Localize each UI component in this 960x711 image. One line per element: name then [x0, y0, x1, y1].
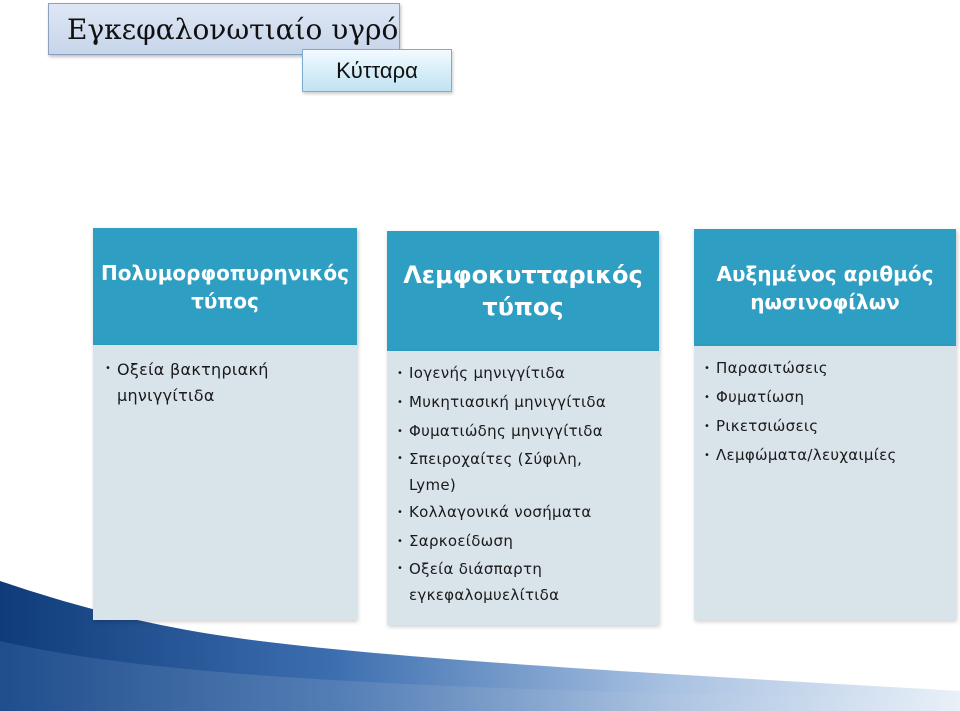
list-item: • Φυματιώδης μηνιγγίτιδα	[397, 417, 653, 446]
column-header-text: Αυξημένος αριθμός ηωσινοφίλων	[716, 261, 934, 314]
column-body	[93, 345, 357, 620]
column-list	[105, 357, 347, 409]
slide-subtitle-text: Κύτταρα	[336, 57, 418, 83]
list-item: • Μυκητιασική μηνιγγίτιδα	[397, 388, 653, 417]
column-list	[704, 354, 952, 470]
column-list	[397, 359, 653, 608]
column-header-text: Λεμφοκυτταρικός τύπος	[403, 261, 643, 321]
list-item: • Ρικετσιώσεις	[704, 412, 952, 441]
column-lymphocytic	[387, 231, 659, 625]
column-header-text: Πολυμορφοπυρηνικός τύπος	[101, 260, 349, 313]
column-header	[694, 229, 956, 346]
list-item: • Λεμφώματα/λευχαιμίες	[704, 441, 952, 470]
list-item: • Οξεία διάσπαρτη εγκεφαλομυελίτιδα	[397, 556, 653, 608]
list-item: • Σαρκοείδωση	[397, 527, 653, 556]
column-eosinophils	[694, 229, 956, 620]
slide-title-text: Εγκεφαλονωτιαίο υγρό	[67, 12, 399, 46]
column-polymorphonuclear	[93, 228, 357, 620]
list-item: • Ιογενής μηνιγγίτιδα	[397, 359, 653, 388]
list-item: • Οξεία βακτηριακή μηνιγγίτιδα	[105, 357, 347, 409]
list-item: • Παρασιτώσεις	[704, 354, 952, 383]
column-body	[694, 346, 956, 620]
list-item: • Σπειροχαίτες (Σύφιλη, Lyme)	[397, 446, 653, 498]
column-header	[93, 228, 357, 345]
list-item: • Φυματίωση	[704, 383, 952, 412]
slide-subtitle	[302, 49, 452, 92]
column-header	[387, 231, 659, 351]
column-body	[387, 351, 659, 625]
list-item: • Κολλαγονικά νοσήματα	[397, 498, 653, 527]
slide-title	[48, 3, 400, 55]
